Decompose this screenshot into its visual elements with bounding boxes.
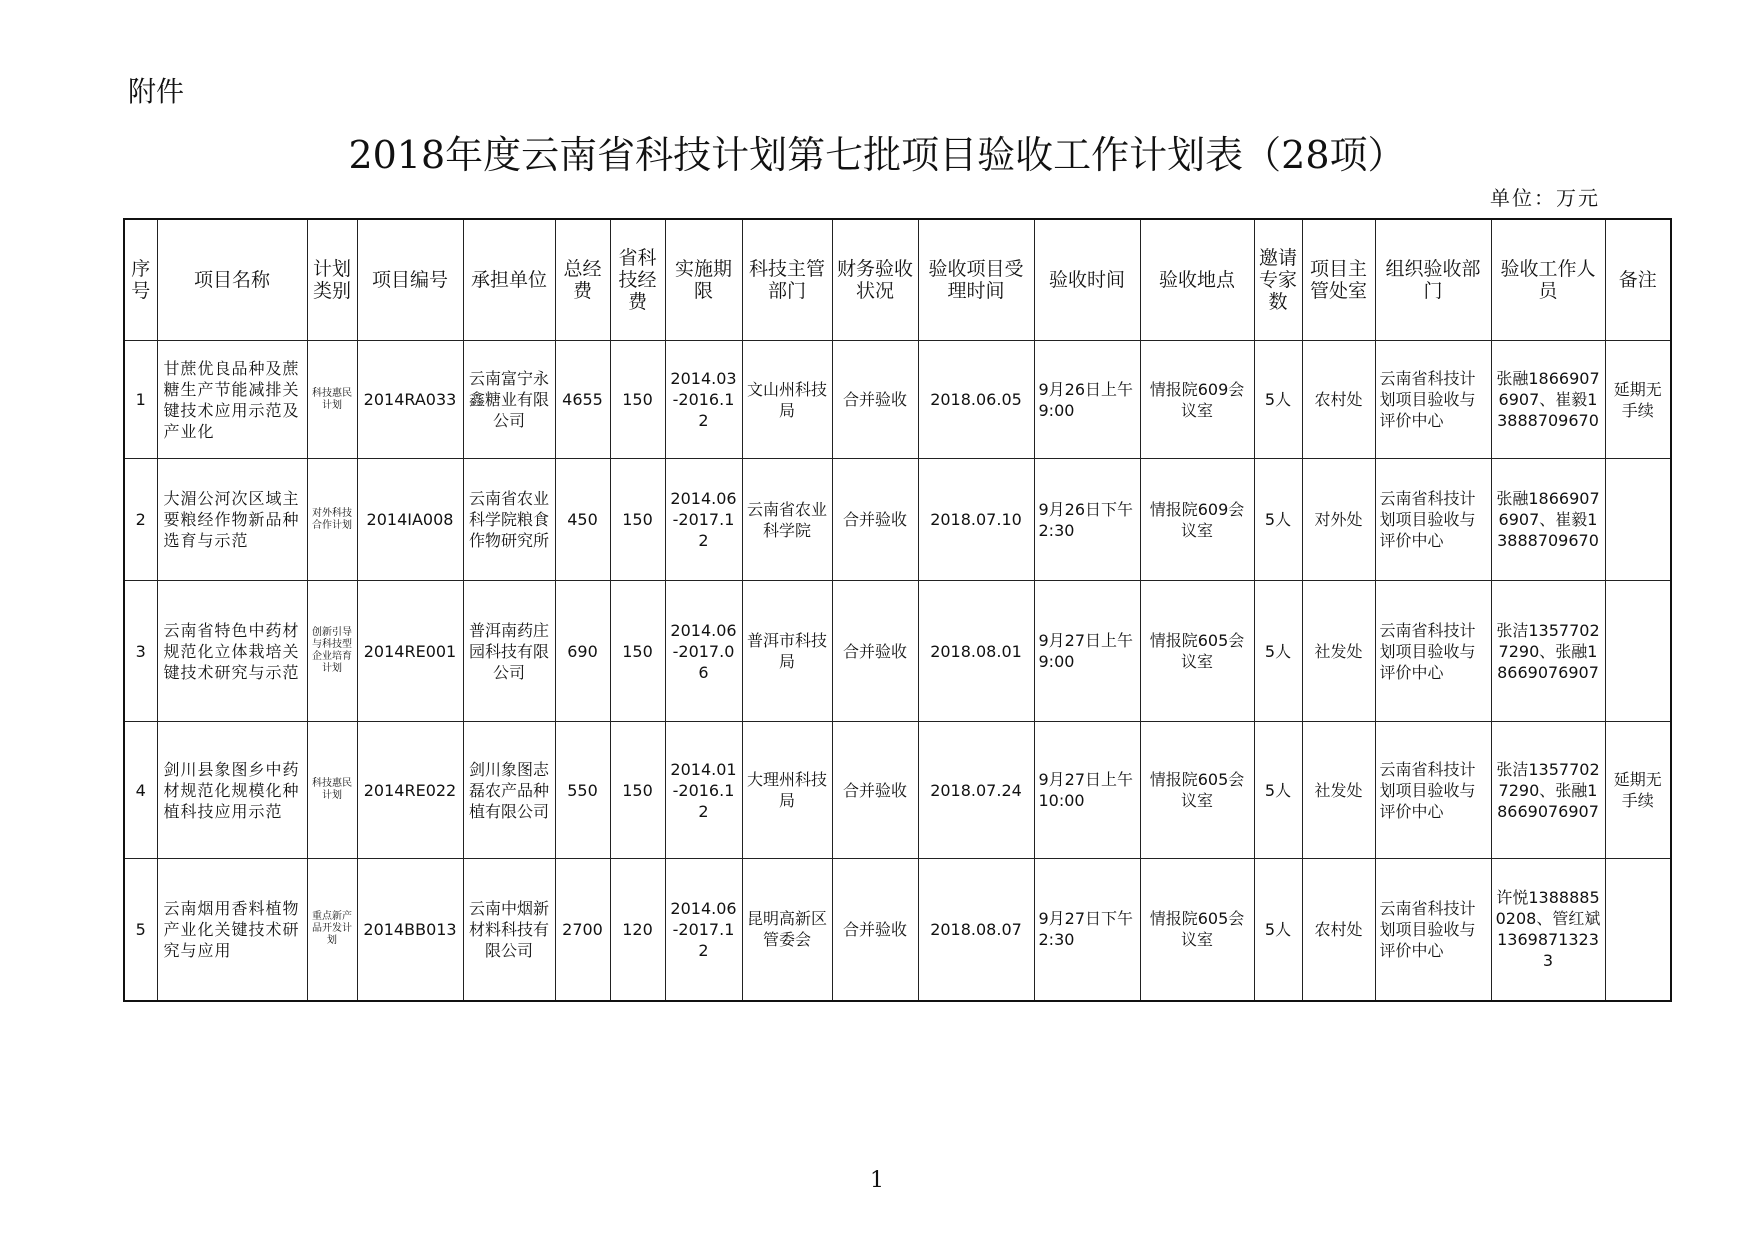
cell-check-time: 9月27日下午2:30 (1034, 859, 1140, 1001)
cell-period: 2014.06-2017.06 (665, 581, 742, 722)
cell-experts: 5人 (1254, 581, 1302, 722)
cell-total: 450 (555, 459, 610, 581)
table-row (124, 459, 1671, 581)
cell-accept-date: 2018.08.01 (918, 581, 1034, 722)
cell-name: 剑川县象图乡中药材规范化规模化种植科技应用示范 (157, 722, 307, 859)
column-header: 备注 (1605, 219, 1671, 341)
column-header: 项目名称 (157, 219, 307, 341)
table-row (124, 859, 1671, 1001)
column-header: 验收工作人员 (1491, 219, 1605, 341)
cell-experts: 5人 (1254, 722, 1302, 859)
cell-total: 550 (555, 722, 610, 859)
cell-unit: 云南富宁永鑫糖业有限公司 (463, 341, 555, 459)
cell-unit: 剑川象图志磊农产品种植有限公司 (463, 722, 555, 859)
cell-code: 2014IA008 (357, 459, 463, 581)
cell-org: 云南省科技计划项目验收与评价中心 (1375, 581, 1491, 722)
attachment-label: 附件 (128, 75, 185, 108)
cell-category: 科技惠民计划 (307, 722, 357, 859)
cell-org: 云南省科技计划项目验收与评价中心 (1375, 859, 1491, 1001)
page-number: 1 (870, 1168, 884, 1193)
cell-total: 4655 (555, 341, 610, 459)
column-header: 实施期限 (665, 219, 742, 341)
cell-total: 2700 (555, 859, 610, 1001)
cell-office: 对外处 (1302, 459, 1375, 581)
column-header: 验收项目受理时间 (918, 219, 1034, 341)
cell-category: 创新引导与科技型企业培育计划 (307, 581, 357, 722)
cell-staff: 张融18669076907、崔毅13888709670 (1491, 341, 1605, 459)
cell-office: 社发处 (1302, 722, 1375, 859)
cell-place: 情报院609会议室 (1140, 341, 1254, 459)
cell-dept: 昆明高新区管委会 (742, 859, 832, 1001)
cell-total: 690 (555, 581, 610, 722)
cell-dept: 文山州科技局 (742, 341, 832, 459)
cell-finance: 合并验收 (832, 581, 918, 722)
cell-place: 情报院605会议室 (1140, 722, 1254, 859)
cell-note: 延期无手续 (1605, 341, 1671, 459)
cell-org: 云南省科技计划项目验收与评价中心 (1375, 722, 1491, 859)
cell-unit: 普洱南药庄园科技有限公司 (463, 581, 555, 722)
document-title: 2018年度云南省科技计划第七批项目验收工作计划表（28项） (348, 133, 1406, 177)
cell-dept: 云南省农业科学院 (742, 459, 832, 581)
cell-check-time: 9月26日上午9:00 (1034, 341, 1140, 459)
cell-provincial: 150 (610, 581, 665, 722)
cell-finance: 合并验收 (832, 341, 918, 459)
cell-office: 社发处 (1302, 581, 1375, 722)
cell-no: 4 (124, 722, 157, 859)
cell-provincial: 150 (610, 459, 665, 581)
cell-category: 科技惠民计划 (307, 341, 357, 459)
column-header: 科技主管部门 (742, 219, 832, 341)
cell-provincial: 120 (610, 859, 665, 1001)
column-header: 项目编号 (357, 219, 463, 341)
cell-dept: 大理州科技局 (742, 722, 832, 859)
cell-check-time: 9月26日下午2:30 (1034, 459, 1140, 581)
cell-name: 大湄公河次区域主要粮经作物新品种选育与示范 (157, 459, 307, 581)
cell-name: 云南省特色中药材规范化立体栽培关键技术研究与示范 (157, 581, 307, 722)
table-header-row (124, 219, 1671, 341)
cell-accept-date: 2018.07.24 (918, 722, 1034, 859)
cell-period: 2014.01-2016.12 (665, 722, 742, 859)
cell-note (1605, 459, 1671, 581)
cell-experts: 5人 (1254, 341, 1302, 459)
cell-finance: 合并验收 (832, 859, 918, 1001)
cell-finance: 合并验收 (832, 459, 918, 581)
cell-accept-date: 2018.07.10 (918, 459, 1034, 581)
cell-experts: 5人 (1254, 859, 1302, 1001)
cell-no: 3 (124, 581, 157, 722)
cell-place: 情报院605会议室 (1140, 859, 1254, 1001)
table-row (124, 722, 1671, 859)
table-body (124, 341, 1671, 1001)
cell-accept-date: 2018.08.07 (918, 859, 1034, 1001)
cell-office: 农村处 (1302, 859, 1375, 1001)
cell-period: 2014.06-2017.12 (665, 459, 742, 581)
cell-check-time: 9月27日上午9:00 (1034, 581, 1140, 722)
cell-check-time: 9月27日上午10:00 (1034, 722, 1140, 859)
column-header: 项目主管处室 (1302, 219, 1375, 341)
cell-no: 1 (124, 341, 157, 459)
cell-note (1605, 581, 1671, 722)
cell-code: 2014RA033 (357, 341, 463, 459)
column-header: 承担单位 (463, 219, 555, 341)
cell-place: 情报院609会议室 (1140, 459, 1254, 581)
column-header: 计划类别 (307, 219, 357, 341)
column-header: 序号 (124, 219, 157, 341)
cell-provincial: 150 (610, 341, 665, 459)
cell-org: 云南省科技计划项目验收与评价中心 (1375, 341, 1491, 459)
cell-unit: 云南省农业科学院粮食作物研究所 (463, 459, 555, 581)
cell-name: 甘蔗优良品种及蔗糖生产节能减排关键技术应用示范及产业化 (157, 341, 307, 459)
cell-place: 情报院605会议室 (1140, 581, 1254, 722)
cell-period: 2014.06-2017.12 (665, 859, 742, 1001)
column-header: 验收时间 (1034, 219, 1140, 341)
cell-period: 2014.03-2016.12 (665, 341, 742, 459)
cell-name: 云南烟用香料植物产业化关键技术研究与应用 (157, 859, 307, 1001)
column-header: 财务验收状况 (832, 219, 918, 341)
column-header: 总经费 (555, 219, 610, 341)
cell-staff: 张融18669076907、崔毅13888709670 (1491, 459, 1605, 581)
cell-staff: 许悦13888850208、管红斌13698713233 (1491, 859, 1605, 1001)
cell-experts: 5人 (1254, 459, 1302, 581)
column-header: 组织验收部门 (1375, 219, 1491, 341)
cell-office: 农村处 (1302, 341, 1375, 459)
cell-accept-date: 2018.06.05 (918, 341, 1034, 459)
table-row (124, 341, 1671, 459)
cell-category: 重点新产品开发计划 (307, 859, 357, 1001)
cell-code: 2014BB013 (357, 859, 463, 1001)
cell-no: 5 (124, 859, 157, 1001)
cell-note (1605, 859, 1671, 1001)
cell-note: 延期无手续 (1605, 722, 1671, 859)
cell-org: 云南省科技计划项目验收与评价中心 (1375, 459, 1491, 581)
project-table (123, 218, 1672, 1002)
table-row (124, 581, 1671, 722)
cell-finance: 合并验收 (832, 722, 918, 859)
cell-staff: 张洁13577027290、张融18669076907 (1491, 722, 1605, 859)
cell-no: 2 (124, 459, 157, 581)
cell-dept: 普洱市科技局 (742, 581, 832, 722)
column-header: 验收地点 (1140, 219, 1254, 341)
cell-code: 2014RE022 (357, 722, 463, 859)
cell-category: 对外科技合作计划 (307, 459, 357, 581)
cell-unit: 云南中烟新材料科技有限公司 (463, 859, 555, 1001)
unit-label: 单位：万元 (1490, 186, 1600, 210)
column-header: 省科技经费 (610, 219, 665, 341)
cell-staff: 张洁13577027290、张融18669076907 (1491, 581, 1605, 722)
column-header: 邀请专家数 (1254, 219, 1302, 341)
cell-code: 2014RE001 (357, 581, 463, 722)
cell-provincial: 150 (610, 722, 665, 859)
